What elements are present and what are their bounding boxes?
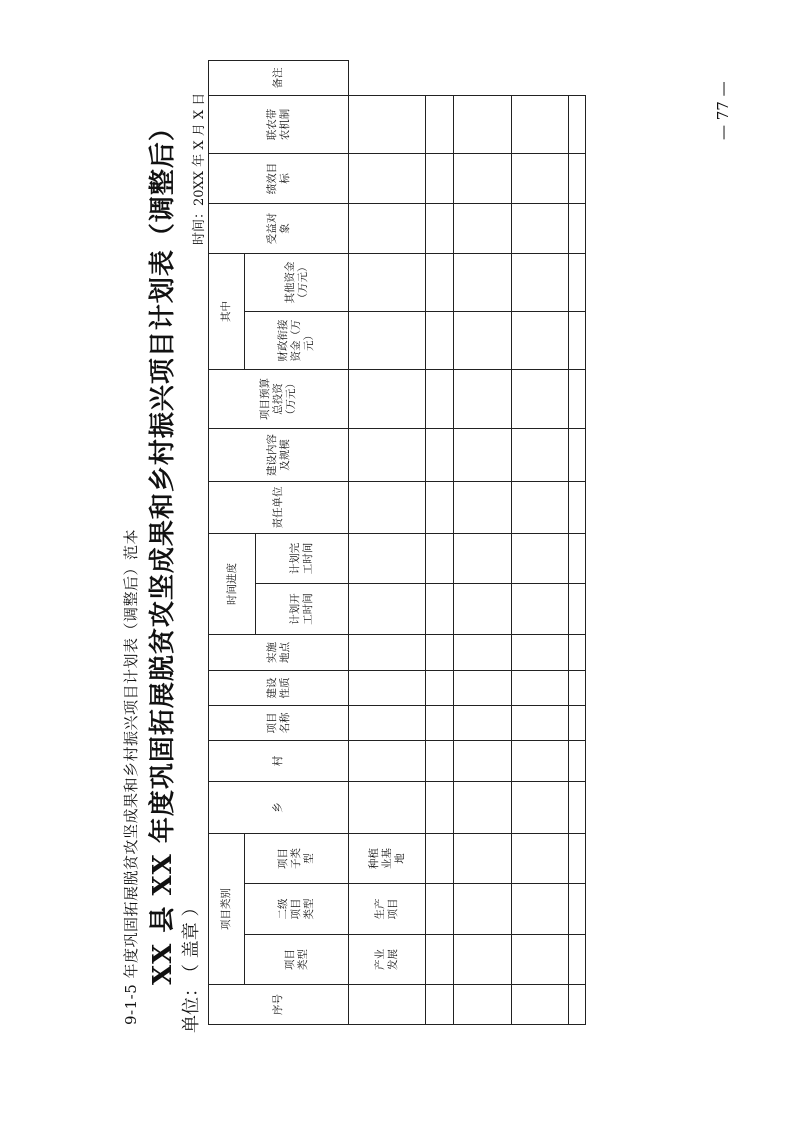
table-cell — [511, 634, 569, 671]
header-township: 乡 — [208, 781, 349, 834]
table-cell — [425, 428, 454, 482]
table-cell — [568, 705, 586, 741]
table-cell — [425, 934, 454, 985]
header-unit: 责任单位 — [208, 481, 349, 534]
header-type: 项目类型 — [244, 934, 349, 985]
table-cell — [425, 253, 454, 312]
table-cell — [511, 253, 569, 312]
table-cell — [568, 533, 586, 584]
table-cell — [425, 481, 454, 534]
table-cell — [511, 705, 569, 741]
table-cell — [568, 934, 586, 985]
table-cell — [348, 984, 426, 1025]
header-category-group: 项目类别 — [208, 833, 245, 985]
row1-level2: 生产项目 — [348, 883, 426, 935]
table-cell — [425, 533, 454, 584]
header-serial: 序号 — [208, 984, 349, 1025]
table-cell — [348, 583, 426, 635]
table-cell — [568, 984, 586, 1025]
table-cell — [568, 253, 586, 312]
table-cell — [453, 883, 512, 935]
table-cell — [453, 428, 512, 482]
header-finish: 计划完工时间 — [255, 533, 349, 584]
table-cell — [511, 781, 569, 834]
table-cell — [511, 670, 569, 706]
table-cell — [453, 311, 512, 370]
table-cell — [348, 428, 426, 482]
row1-subtype: 种植业基地 — [348, 833, 426, 884]
table-cell — [425, 95, 454, 154]
table-cell — [568, 203, 586, 254]
table-cell — [425, 740, 454, 782]
table-cell — [425, 369, 454, 429]
table-cell — [425, 153, 454, 204]
header-level2: 二级项目类型 — [244, 883, 349, 935]
table-cell — [511, 369, 569, 429]
table-cell — [453, 153, 512, 204]
header-start: 计划开工时间 — [255, 583, 349, 635]
table-cell — [453, 203, 512, 254]
table-cell — [425, 883, 454, 935]
table-cell — [453, 583, 512, 635]
table-cell — [511, 740, 569, 782]
table-cell — [348, 740, 426, 782]
table-cell — [511, 428, 569, 482]
table-cell — [511, 934, 569, 985]
table-cell — [511, 833, 569, 884]
header-schedule-group: 时间进度 — [208, 533, 256, 635]
table-cell — [425, 311, 454, 370]
table-cell — [425, 203, 454, 254]
table-cell — [568, 311, 586, 370]
table-cell — [453, 984, 512, 1025]
table-cell — [453, 481, 512, 534]
table-cell — [453, 253, 512, 312]
table-cell — [568, 95, 586, 154]
table-cell — [568, 670, 586, 706]
table-cell — [348, 203, 426, 254]
table-cell — [348, 705, 426, 741]
header-site: 实施地点 — [208, 634, 349, 671]
table-cell — [348, 253, 426, 312]
header-content: 建设内容及规模 — [208, 428, 349, 482]
header-budget: 项目预算总投资（万元） — [208, 369, 349, 429]
table-cell — [453, 705, 512, 741]
table-cell — [453, 634, 512, 671]
row1-type: 产业发展 — [348, 934, 426, 985]
table-cell — [348, 533, 426, 584]
table-cell — [568, 781, 586, 834]
unit-line — [177, 899, 203, 1033]
table-cell — [511, 984, 569, 1025]
header-benefit: 受益对象 — [208, 203, 349, 254]
document-title: XX 县 XX 年度巩固拓展脱贫攻坚成果和乡村振兴项目计划表（调整后） — [148, 114, 178, 985]
header-subtype: 项目子类型 — [244, 833, 349, 884]
table-cell — [568, 833, 586, 884]
table-cell — [568, 583, 586, 635]
table-cell — [511, 95, 569, 154]
header-village: 村 — [208, 740, 349, 782]
rotated-sheet — [115, 67, 585, 1033]
table-cell — [568, 369, 586, 429]
table-cell — [568, 428, 586, 482]
table-cell — [511, 533, 569, 584]
plan-table — [208, 67, 585, 1025]
table-cell — [568, 634, 586, 671]
table-cell — [453, 740, 512, 782]
unit-stamp: （ 盖章 ） — [181, 898, 202, 973]
unit-label: 单位： — [181, 979, 202, 1033]
table-cell — [568, 740, 586, 782]
table-cell — [425, 781, 454, 834]
header-remark: 备注 — [208, 60, 349, 96]
table-cell — [453, 670, 512, 706]
table-cell — [348, 781, 426, 834]
table-cell — [568, 153, 586, 204]
table-cell — [348, 311, 426, 370]
table-cell — [348, 369, 426, 429]
table-cell — [568, 481, 586, 534]
header-linkage: 联农带农机制 — [208, 95, 349, 154]
table-cell — [453, 369, 512, 429]
table-cell — [453, 934, 512, 985]
table-cell — [453, 533, 512, 584]
document-caption: 9-1-5 年度巩固拓展脱贫攻坚成果和乡村振兴项目计划表（调整后）范本 — [122, 528, 140, 1025]
table-cell — [348, 153, 426, 204]
header-among-group: 其中 — [208, 253, 245, 370]
header-name: 项目名称 — [208, 705, 349, 741]
table-cell — [348, 481, 426, 534]
table-cell — [511, 311, 569, 370]
table-cell — [511, 883, 569, 935]
page-number: — 77 — — [714, 81, 732, 140]
table-cell — [425, 833, 454, 884]
table-cell — [453, 95, 512, 154]
table-cell — [453, 833, 512, 884]
table-cell — [425, 984, 454, 1025]
table-cell — [425, 634, 454, 671]
table-cell — [511, 203, 569, 254]
table-cell — [348, 634, 426, 671]
table-cell — [568, 883, 586, 935]
table-cell — [425, 670, 454, 706]
table-cell — [511, 153, 569, 204]
table-cell — [511, 481, 569, 534]
header-fiscal: 财政衔接资金（万元） — [244, 311, 349, 370]
table-cell — [425, 583, 454, 635]
table-cell — [348, 95, 426, 154]
header-performance: 绩效目标 — [208, 153, 349, 204]
table-cell — [511, 583, 569, 635]
table-cell — [453, 781, 512, 834]
time-label: 时间：20XX 年 X 月 X 日 — [192, 92, 207, 245]
table-cell — [425, 705, 454, 741]
header-other: 其他资金（万元） — [244, 253, 349, 312]
header-nature: 建设性质 — [208, 670, 349, 706]
table-cell — [348, 670, 426, 706]
